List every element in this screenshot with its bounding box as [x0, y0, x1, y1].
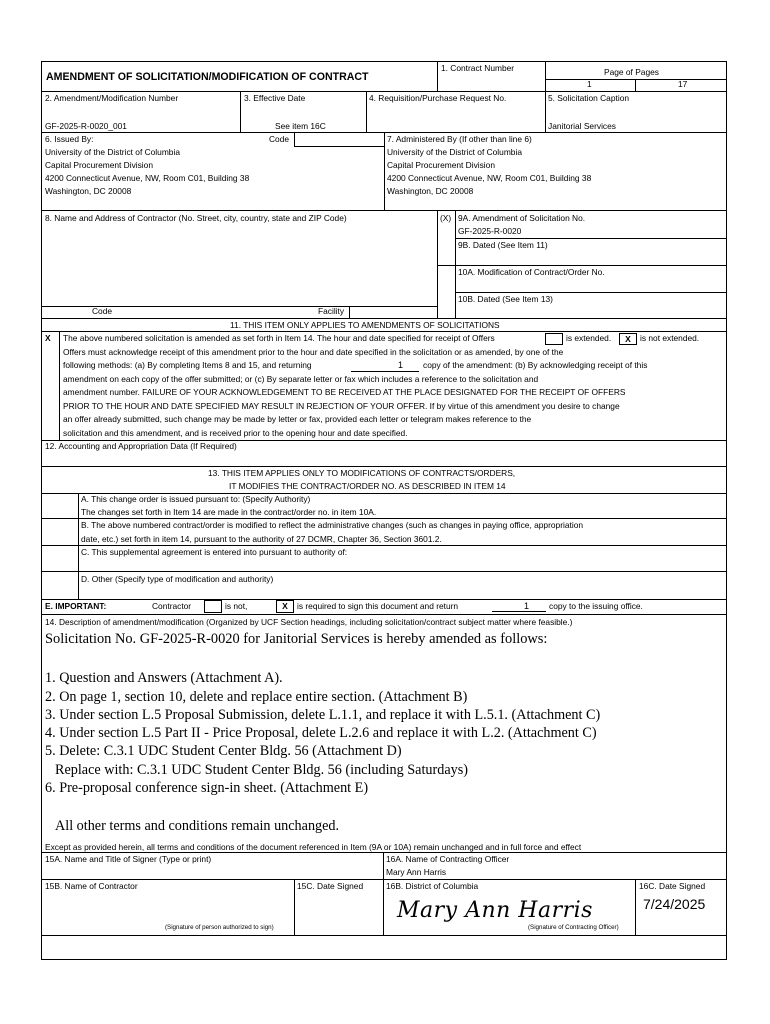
rule — [41, 91, 727, 92]
rule — [635, 879, 636, 935]
rule — [59, 331, 60, 440]
amendment-number-value: GF-2025-R-0020_001 — [45, 121, 127, 131]
page-number: 1 — [587, 79, 592, 89]
signer-name-label: 15A. Name and Title of Signer (Type or print) — [45, 854, 212, 864]
rule — [384, 132, 385, 210]
rule — [349, 306, 350, 318]
section-11-text: PRIOR TO THE HOUR AND DATE SPECIFIED MAY RESULT IN REJECTION OF YOUR OFFER. If by virtue of this amendment you desire to change — [63, 401, 620, 411]
section-11-text: copy of the amendment: (b) By acknowledging receipt of this — [423, 360, 648, 370]
not-extended-checkbox[interactable]: X — [619, 333, 637, 345]
issued-by-line: Washington, DC 20008 — [45, 186, 132, 196]
rule — [437, 210, 438, 318]
return-copies-value: 1 — [524, 601, 530, 611]
amendment-solicitation-label: 9A. Amendment of Solicitation No. — [458, 213, 586, 223]
description-item: 5. Delete: C.3.1 UDC Student Center Bldg. 56 (Attachment D) — [45, 743, 402, 759]
rule — [294, 879, 295, 935]
is-not-checkbox[interactable] — [204, 600, 222, 613]
section-11-text: an offer already submitted, such change may be made by letter or fax, provided each letter or telegram makes reference to the — [63, 414, 532, 424]
description-item: Replace with: C.3.1 UDC Student Center Bldg. 56 (including Saturdays) — [55, 762, 468, 778]
section-13-heading: IT MODIFIES THE CONTRACT/ORDER NO. AS DESCRIBED IN ITEM 14 — [229, 481, 506, 491]
rule — [294, 132, 295, 146]
page-of-pages-label: Page of Pages — [604, 67, 659, 77]
frame-right — [726, 61, 727, 960]
administered-by-line: University of the District of Columbia — [387, 147, 522, 157]
important-text: is required to sign this document and return — [297, 601, 459, 611]
section-13-a: The changes set forth in Item 14 are made in the contract/order no. in item 10A. — [81, 507, 377, 517]
administered-by-line: Capital Procurement Division — [387, 160, 495, 170]
extended-label: is extended. — [566, 333, 612, 343]
section-11-text: Offers must acknowledge receipt of this amendment prior to the hour and date specified in the solicitation or as amended, by one of the — [63, 347, 564, 357]
contractor-signature-caption: (Signature of person authorized to sign) — [165, 924, 274, 931]
section-13-a: A. This change order is issued pursuant to: (Specify Authority) — [81, 494, 311, 504]
dated-10b-label: 10B. Dated (See Item 13) — [458, 294, 553, 304]
dated-9b-label: 9B. Dated (See Item 11) — [458, 240, 548, 250]
section-13-heading: 13. THIS ITEM APPLIES ONLY TO MODIFICATIONS OF CONTRACTS/ORDERS, — [208, 468, 516, 478]
section-13-b: date, etc.) set forth in item 14, pursuant to the authority of 27 DCMR, Chapter 36, Section 3601.2. — [81, 534, 442, 544]
contracting-officer-name: Mary Ann Harris — [386, 867, 447, 877]
rule — [294, 146, 384, 147]
issued-by-line: University of the District of Columbia — [45, 147, 180, 157]
frame-bottom — [41, 959, 727, 960]
description-closing: All other terms and conditions remain unchanged. — [55, 818, 340, 834]
description-item: 1. Question and Answers (Attachment A). — [45, 670, 283, 686]
contractor-name-label: 15B. Name of Contractor — [45, 881, 138, 891]
description-item: 3. Under section L.5 Proposal Submission, delete L.1.1, and replace it with L.5.1. (Attachment C) — [45, 707, 601, 723]
section-11-checkmark: X — [45, 333, 51, 343]
except-text: Except as provided herein, all terms and conditions of the document referenced in Item (9A or 10A) remain unchanged and in full force and effect — [45, 842, 582, 852]
effective-date-label: 3. Effective Date — [244, 93, 306, 103]
officer-signature: Mary Ann Harris — [397, 898, 593, 923]
administered-by-line: Washington, DC 20008 — [387, 186, 474, 196]
frame-left — [41, 61, 42, 960]
section-13-c: C. This supplemental agreement is entered into pursuant to authority of: — [81, 547, 348, 557]
officer-date-label: 16C. Date Signed — [639, 881, 706, 891]
description-item: 6. Pre-proposal conference sign-in sheet. (Attachment E) — [45, 780, 369, 796]
section-11-heading: 11. THIS ITEM ONLY APPLIES TO AMENDMENTS OF SOLICITATIONS — [230, 320, 500, 330]
section-11-text: following methods: (a) By completing Items 8 and 15, and returning — [63, 360, 312, 370]
amendment-number-label: 2. Amendment/Modification Number — [45, 93, 179, 103]
rule — [41, 571, 727, 572]
form-title: AMENDMENT OF SOLICITATION/MODIFICATION OF CONTRACT — [46, 71, 369, 83]
rule — [41, 210, 727, 211]
officer-signature-caption: (Signature of Contracting Officer) — [528, 924, 619, 931]
contracting-officer-label: 16A. Name of Contracting Officer — [386, 854, 510, 864]
rule — [41, 935, 727, 936]
issued-by-label: 6. Issued By: — [45, 134, 94, 144]
rule — [41, 518, 727, 519]
important-tail: copy to the issuing office. — [549, 601, 643, 611]
x-mark-column: (X) — [440, 213, 452, 223]
rule — [41, 879, 727, 880]
section-13-b: B. The above numbered contract/order is modified to reflect the administrative changes (such as changes in paying office, appropriation — [81, 520, 584, 530]
copies-value: 1 — [398, 360, 404, 370]
amendment-solicitation-value: GF-2025-R-0020 — [458, 226, 522, 236]
description-item: 2. On page 1, section 10, delete and replace entire section. (Attachment B) — [45, 689, 468, 705]
rule — [455, 210, 456, 318]
rule — [240, 91, 241, 132]
rule — [455, 238, 726, 239]
rule — [41, 614, 727, 615]
description-intro: Solicitation No. GF-2025-R-0020 for Janitorial Services is hereby amended as follows: — [45, 631, 548, 647]
description-item: 4. Under section L.5 Part II - Price Proposal, delete L.2.6 and replace it with L.2. (Attachment C) — [45, 725, 597, 741]
rule — [41, 545, 727, 546]
rule — [41, 331, 727, 332]
solicitation-caption-label: 5. Solicitation Caption — [548, 93, 630, 103]
modification-contract-label: 10A. Modification of Contract/Order No. — [458, 267, 605, 277]
district-label: 16B. District of Columbia — [386, 881, 479, 891]
extended-checkbox[interactable] — [545, 333, 563, 345]
rule — [437, 265, 726, 266]
rule — [383, 852, 384, 935]
contract-number-label: 1. Contract Number — [441, 63, 515, 73]
section-13-d: D. Other (Specify type of modification and authority) — [81, 574, 274, 584]
facility-label: Facility — [318, 306, 345, 316]
rule — [41, 599, 727, 600]
rule — [635, 79, 636, 91]
rule — [41, 466, 727, 467]
section-11-text: solicitation and this amendment, and is received prior to the opening hour and date specified. — [63, 428, 408, 438]
solicitation-caption-value: Janitorial Services — [548, 121, 616, 131]
is-not-label: is not, — [225, 601, 248, 611]
rule — [41, 318, 727, 319]
section-11-text: amendment on each copy of the offer submitted; or (c) By separate letter or fax which includes a reference to the solicitation and — [63, 374, 539, 384]
issued-by-line: 4200 Connecticut Avenue, NW, Room C01, Building 38 — [45, 173, 250, 183]
not-extended-label: is not extended. — [640, 333, 700, 343]
contractor-date-label: 15C. Date Signed — [297, 881, 364, 891]
accounting-data-label: 12. Accounting and Appropriation Data (If Required) — [45, 441, 237, 451]
requisition-label: 4. Requisition/Purchase Request No. — [369, 93, 507, 103]
contractor-address-label: 8. Name and Address of Contractor (No. Street, city, country, state and ZIP Code) — [45, 213, 347, 223]
page-total: 17 — [678, 79, 688, 89]
rule — [437, 61, 438, 91]
section-11-text: The above numbered solicitation is amended as set forth in Item 14. The hour and date specified for receipt of Offers — [63, 333, 495, 343]
contractor-code-label: Code — [92, 306, 113, 316]
is-required-checkbox[interactable]: X — [276, 600, 294, 613]
copies-blank — [351, 371, 419, 372]
important-contractor-label: Contractor — [152, 601, 192, 611]
important-label: E. IMPORTANT: — [45, 601, 107, 611]
effective-date-value: See item 16C — [275, 121, 326, 131]
rule — [366, 91, 367, 132]
rule — [78, 493, 79, 599]
issued-by-line: Capital Procurement Division — [45, 160, 153, 170]
section-11-text: amendment number. FAILURE OF YOUR ACKNOWLEDGEMENT TO BE RECEIVED AT THE PLACE DESIGNATED FOR THE RECEIPT OF OFFERS — [63, 387, 626, 397]
return-copies-blank — [492, 611, 546, 612]
officer-date-value: 7/24/2025 — [643, 896, 706, 912]
frame-top — [41, 61, 727, 62]
rule — [455, 292, 726, 293]
description-label: 14. Description of amendment/modification (Organized by UCF Section headings, including solicitation/contract subject matter where feasible.) — [45, 617, 573, 627]
issued-code-label: Code — [269, 134, 290, 144]
rule — [545, 61, 546, 132]
administered-by-label: 7. Administered By (If other than line 6) — [387, 134, 532, 144]
administered-by-line: 4200 Connecticut Avenue, NW, Room C01, Building 38 — [387, 173, 592, 183]
